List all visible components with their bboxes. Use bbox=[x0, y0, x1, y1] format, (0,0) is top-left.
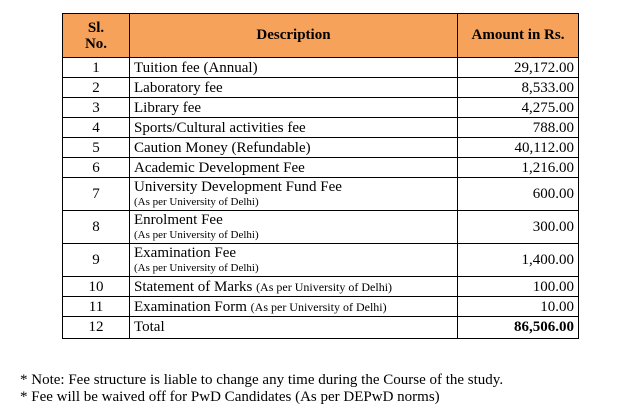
row-amount: 40,112.00 bbox=[458, 138, 579, 158]
row-description: Sports/Cultural activities fee bbox=[130, 118, 458, 138]
row-description: Caution Money (Refundable) bbox=[130, 138, 458, 158]
row-sl-no: 11 bbox=[63, 297, 130, 317]
row-description-note: (As per University of Delhi) bbox=[256, 279, 393, 294]
row-description bbox=[130, 244, 458, 277]
row-description bbox=[130, 277, 458, 297]
row-sl-no: 5 bbox=[63, 138, 130, 158]
total-sl-no: 12 bbox=[63, 317, 130, 339]
header-description: Description bbox=[130, 14, 458, 58]
row-description: Library fee bbox=[130, 98, 458, 118]
row-description-note: (As per University of Delhi) bbox=[134, 262, 259, 274]
row-sl-no: 10 bbox=[63, 277, 130, 297]
row-description-text: Enrolment Fee bbox=[134, 212, 223, 228]
table-row bbox=[63, 118, 579, 138]
row-sl-no: 3 bbox=[63, 98, 130, 118]
row-amount: 1,216.00 bbox=[458, 158, 579, 178]
row-amount: 788.00 bbox=[458, 118, 579, 138]
row-amount: 29,172.00 bbox=[458, 58, 579, 78]
header-amount: Amount in Rs. bbox=[458, 14, 579, 58]
row-sl-no: 4 bbox=[63, 118, 130, 138]
row-description bbox=[130, 211, 458, 244]
table-row bbox=[63, 98, 579, 118]
header-sl-no: Sl. No. bbox=[63, 14, 130, 58]
total-row bbox=[63, 317, 579, 339]
row-description: Laboratory fee bbox=[130, 78, 458, 98]
table-row bbox=[63, 277, 579, 297]
row-amount: 8,533.00 bbox=[458, 78, 579, 98]
row-description: Academic Development Fee bbox=[130, 158, 458, 178]
row-description-note: (As per University of Delhi) bbox=[250, 299, 387, 314]
row-description-note: (As per University of Delhi) bbox=[134, 196, 259, 208]
total-label: Total bbox=[130, 317, 458, 339]
row-amount: 1,400.00 bbox=[458, 244, 579, 277]
table-header-row bbox=[63, 14, 579, 58]
fee-structure-table bbox=[62, 13, 579, 339]
row-amount: 100.00 bbox=[458, 277, 579, 297]
row-sl-no: 2 bbox=[63, 78, 130, 98]
table-row bbox=[63, 138, 579, 158]
row-sl-no: 6 bbox=[63, 158, 130, 178]
row-amount: 4,275.00 bbox=[458, 98, 579, 118]
table-row bbox=[63, 244, 579, 277]
row-amount: 10.00 bbox=[458, 297, 579, 317]
row-description-text: Examination Fee bbox=[134, 245, 237, 261]
fee-notes bbox=[20, 372, 503, 406]
row-sl-no: 1 bbox=[63, 58, 130, 78]
table-row bbox=[63, 158, 579, 178]
table-row bbox=[63, 297, 579, 317]
row-sl-no: 9 bbox=[63, 244, 130, 277]
total-amount: 86,506.00 bbox=[458, 317, 579, 339]
table-row bbox=[63, 78, 579, 98]
row-amount: 600.00 bbox=[458, 178, 579, 211]
note-pwd-waiver: * Fee will be waived off for PwD Candidates (As per DEPwD norms) bbox=[20, 389, 440, 405]
table-row bbox=[63, 178, 579, 211]
table-row bbox=[63, 58, 579, 78]
row-sl-no: 7 bbox=[63, 178, 130, 211]
row-description bbox=[130, 178, 458, 211]
row-sl-no: 8 bbox=[63, 211, 130, 244]
row-amount: 300.00 bbox=[458, 211, 579, 244]
row-description-text: University Development Fund Fee bbox=[134, 179, 342, 195]
row-description-text: Statement of Marks bbox=[134, 278, 253, 295]
row-description-text: Examination Form bbox=[134, 298, 247, 315]
row-description bbox=[130, 297, 458, 317]
row-description: Tuition fee (Annual) bbox=[130, 58, 458, 78]
note-change-liability: * Note: Fee structure is liable to change any time during the Course of the study. bbox=[20, 372, 504, 388]
table-row bbox=[63, 211, 579, 244]
row-description-note: (As per University of Delhi) bbox=[134, 229, 259, 241]
